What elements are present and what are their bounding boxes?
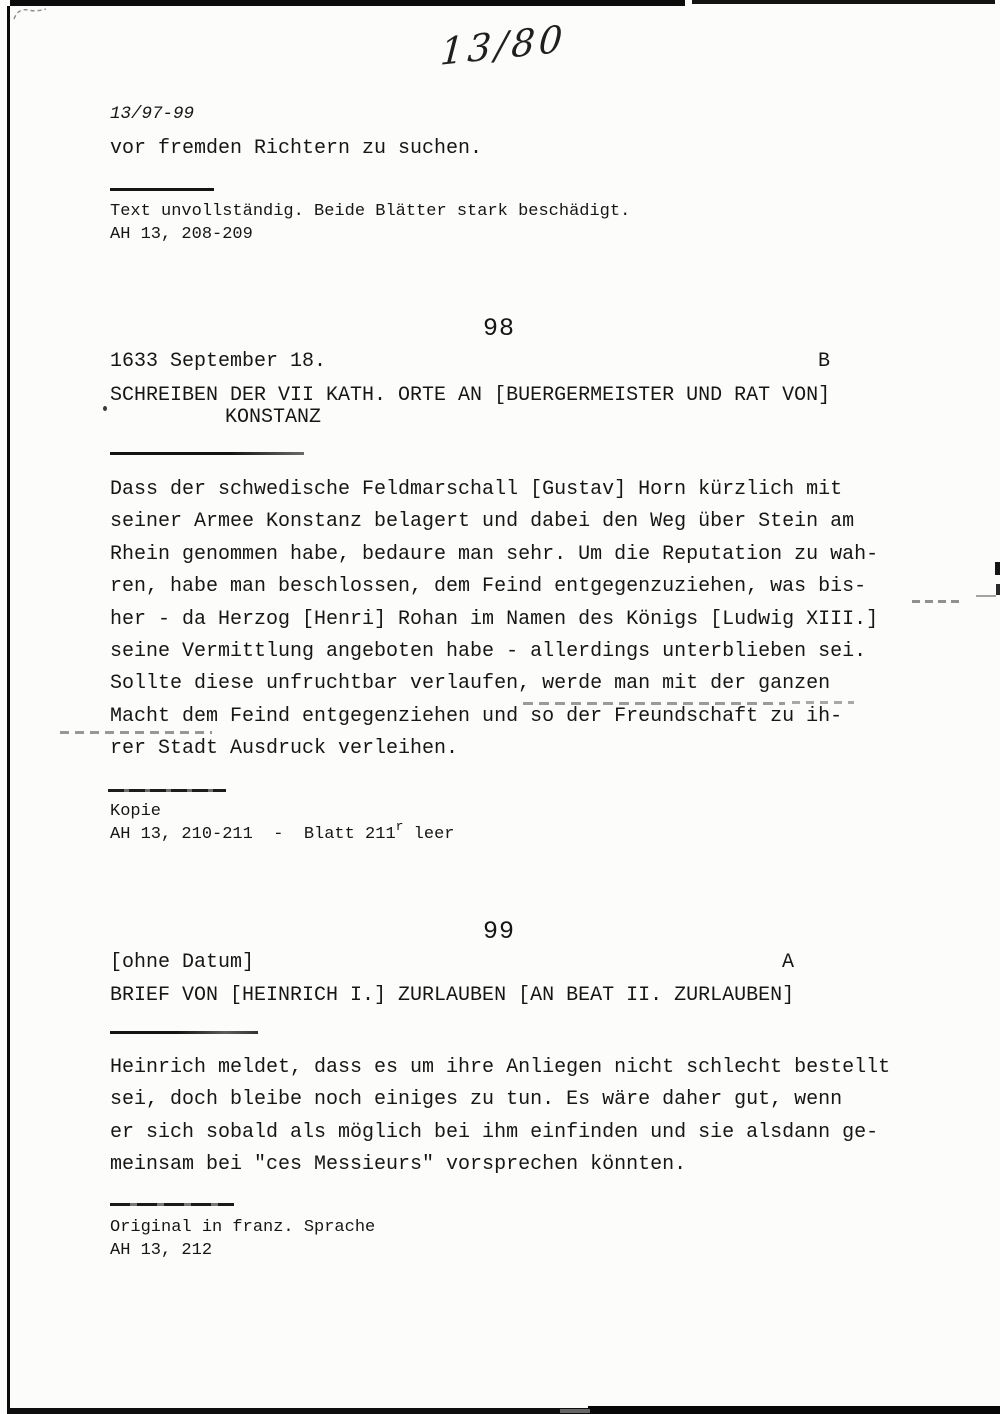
source-reference (110, 818, 455, 847)
entry-title: BRIEF VON [HEINRICH I.] ZURLAUBEN [AN BEAT II. ZURLAUBEN] (110, 984, 795, 1007)
body-line: ren, habe man beschlossen, dem Feind entgegenzuziehen, was bis- (110, 575, 867, 599)
body-line: Heinrich meldet, dass es um ihre Anliegen nicht schlecht bestellt (110, 1056, 891, 1079)
folio-superscript: r (395, 818, 404, 834)
scan-border-bottom (8, 1408, 588, 1414)
carryover-text: vor fremden Richtern zu suchen. (110, 137, 483, 160)
body-line: seiner Armee Konstanz belagert und dabei den Weg über Stein am (110, 510, 855, 534)
ink-speck (103, 406, 107, 411)
entry-body (110, 474, 878, 766)
source-reference: AH 13, 208-209 (110, 224, 253, 244)
source-ref-suffix: leer (403, 824, 455, 844)
scan-border-left (7, 6, 10, 1414)
body-line: meinsam bei "ces Messieurs" vorsprechen könnten. (110, 1153, 687, 1177)
scan-border-bottom (588, 1406, 1000, 1414)
entry-number: 98 (483, 314, 516, 343)
body-line: Dass der schwedische Feldmarschall [Gustav] Horn kürzlich mit (110, 478, 843, 501)
source-reference: AH 13, 212 (110, 1240, 213, 1260)
separator-rule (110, 452, 304, 455)
body-line: rer Stadt Ausdruck verleihen. (110, 737, 459, 761)
handwritten-number: 13/80 (438, 17, 568, 74)
entry-title-continuation: KONSTANZ (225, 406, 322, 429)
scan-border-top (10, 0, 685, 6)
entry-date: 1633 September 18. (110, 350, 327, 373)
body-line: Macht dem Feind entgegenziehen und so der Freundschaft zu ih- (110, 704, 843, 728)
condition-note: Text unvollständig. Beide Blätter stark beschädigt. (110, 202, 631, 221)
body-line: sei, doch bleibe noch einiges zu tun. Es wäre daher gut, wenn (110, 1088, 843, 1112)
body-line: er sich sobald als möglich bei ihm einfinden und sie alsdann ge- (110, 1120, 879, 1144)
body-line: Sollte diese unfruchtbar verlaufen, werde man mit der ganzen (110, 672, 831, 696)
pencil-mark (976, 595, 996, 597)
separator-rule (110, 1031, 258, 1034)
separator-rule (110, 1203, 234, 1206)
source-ref-prefix: AH 13, 210-211 - Blatt 211 (110, 824, 396, 844)
entry-number: 99 (483, 917, 516, 946)
corner-pencil-squiggle (12, 4, 54, 22)
entry-title: SCHREIBEN DER VII KATH. ORTE AN [BUERGERMEISTER UND RAT VON] (110, 384, 831, 407)
body-line: Rhein genommen habe, bedaure man sehr. Um die Reputation zu wah- (110, 542, 879, 566)
archive-reference: 13/97-99 (110, 104, 195, 124)
scan-edge-tick (996, 584, 1000, 595)
transmission-note: Original in franz. Sprache (110, 1218, 376, 1237)
body-line: seine Vermittlung angeboten habe - allerdings unterblieben sei. (110, 640, 867, 664)
transmission-note: Kopie (110, 802, 162, 821)
body-line: her - da Herzog [Henri] Rohan im Namen des Königs [Ludwig XIII.] (110, 607, 879, 631)
prev-entry-note (110, 201, 630, 246)
copy-marker: A (782, 951, 795, 974)
separator-rule (108, 789, 226, 792)
pencil-mark (912, 600, 964, 603)
separator-rule (110, 188, 214, 191)
entry-note (110, 1217, 375, 1262)
scan-edge-tick (995, 562, 1000, 575)
scan-border-bottom (560, 1409, 590, 1413)
scan-border-top (692, 0, 995, 4)
copy-marker: B (818, 350, 831, 373)
entry-note (110, 801, 454, 846)
entry-body (110, 1052, 890, 1182)
entry-date: [ohne Datum] (110, 951, 255, 974)
